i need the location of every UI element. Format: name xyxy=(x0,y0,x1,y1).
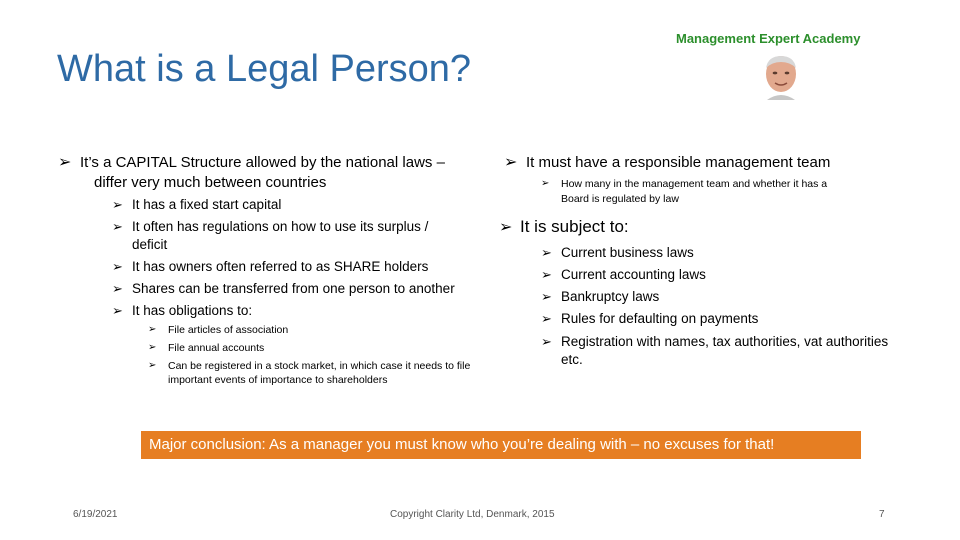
left-sub-item: Shares can be transferred from one person to another xyxy=(132,281,455,296)
right-main1-sub: How many in the management team and whether it has a xyxy=(561,178,828,190)
right-sub-item: Current accounting laws xyxy=(561,267,706,282)
bullet-icon: ➢ xyxy=(499,219,513,236)
bullet-icon: ➢ xyxy=(112,197,123,212)
bullet-icon: ➢ xyxy=(541,178,550,189)
bullet-icon: ➢ xyxy=(541,245,552,260)
bullet-icon: ➢ xyxy=(148,360,157,371)
left-sub-item-cont: deficit xyxy=(132,237,168,252)
footer-copyright: Copyright Clarity Ltd, Denmark, 2015 xyxy=(390,509,555,520)
right-sub-item-cont: etc. xyxy=(561,352,583,367)
bullet-icon: ➢ xyxy=(541,267,552,282)
left-subsub-item: File annual accounts xyxy=(168,342,265,354)
conclusion-banner: Major conclusion: As a manager you must know who you’re dealing with – no excuses for that! xyxy=(141,431,861,459)
bullet-icon: ➢ xyxy=(112,303,123,318)
right-sub-item: Registration with names, tax authorities, vat authorities xyxy=(561,334,889,349)
right-main1-sub-cont: Board is regulated by law xyxy=(561,193,679,205)
bullet-icon: ➢ xyxy=(112,281,123,296)
left-subsub-item: Can be registered in a stock market, in which case it needs to file xyxy=(168,360,471,372)
right-sub-item: Rules for defaulting on payments xyxy=(561,311,759,326)
bullet-icon: ➢ xyxy=(148,324,157,335)
left-main-line2: differ very much between countries xyxy=(94,174,327,191)
right-sub-item: Current business laws xyxy=(561,245,694,260)
bullet-icon: ➢ xyxy=(541,289,552,304)
right-main-item: It is subject to: xyxy=(520,217,629,236)
left-sub-item: It often has regulations on how to use its surplus / xyxy=(132,219,429,234)
right-sub-item: Bankruptcy laws xyxy=(561,289,660,304)
footer-date: 6/19/2021 xyxy=(73,509,118,520)
left-sub-item: It has owners often referred to as SHARE holders xyxy=(132,259,429,274)
right-main-item: It must have a responsible management team xyxy=(526,154,831,171)
brand-name: Management Expert Academy xyxy=(676,31,861,46)
page-number: 7 xyxy=(879,509,885,520)
left-sub-item: It has obligations to: xyxy=(132,303,253,318)
portrait-image xyxy=(758,52,804,100)
bullet-icon: ➢ xyxy=(504,154,518,171)
left-subsub-item: File articles of association xyxy=(168,324,289,336)
bullet-icon: ➢ xyxy=(148,342,157,353)
bullet-icon: ➢ xyxy=(112,219,123,234)
left-sub-item: It has a fixed start capital xyxy=(132,197,282,212)
slide-title: What is a Legal Person? xyxy=(57,48,472,90)
left-main-line1: It’s a CAPITAL Structure allowed by the national laws – xyxy=(80,154,445,171)
bullet-icon: ➢ xyxy=(58,154,72,171)
bullet-icon: ➢ xyxy=(541,311,552,326)
left-subsub-item-cont: important events of importance to shareholders xyxy=(168,374,388,386)
bullet-icon: ➢ xyxy=(541,334,552,349)
bullet-icon: ➢ xyxy=(112,259,123,274)
